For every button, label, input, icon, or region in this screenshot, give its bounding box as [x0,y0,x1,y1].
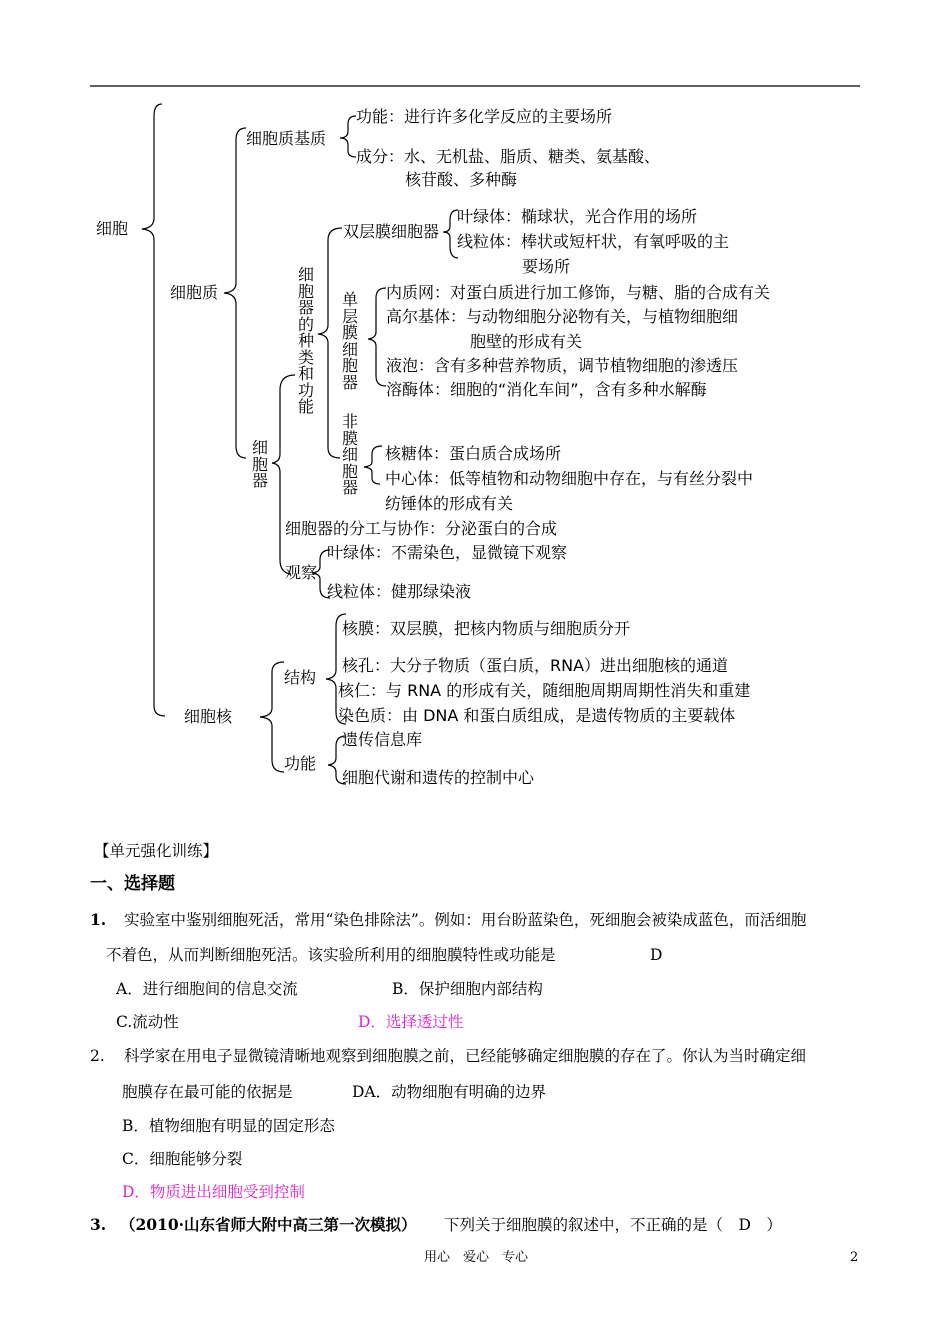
single-golgi-2: 胞壁的形成有关 [470,332,583,351]
non-title: 非膜细胞器 [341,412,358,497]
observe-chloroplast: 叶绿体：不需染色，显微镜下观察 [327,543,568,562]
nucleus-brace [260,662,284,772]
q1-option-c: C.流动性 [116,1013,179,1031]
organelle-brace [272,375,295,574]
matrix-composition-2: 核苷酸、多种酶 [405,170,518,189]
page-number: 2 [850,1250,859,1265]
q3-source: （2010·山东省师大附中高三第一次模拟） [120,1215,417,1234]
q2-option-b: B．植物细胞有明显的固定形态 [122,1117,335,1135]
nucleus-structure: 结构 [284,668,317,687]
nucleus-pore: 核孔：大分子物质（蛋白质，RNA）进出细胞核的通道 [342,656,729,675]
matrix-function: 功能：进行许多化学反应的主要场所 [356,107,613,126]
non-ribosome: 核糖体：蛋白质合成场所 [385,444,562,463]
matrix-brace [340,116,356,157]
non-centrosome-2: 纺锤体的形成有关 [385,494,514,513]
q2-stem-2: 胞膜存在最可能的依据是 [122,1083,293,1101]
q1-number: 1. [90,910,107,929]
q1-option-d: D．选择透过性 [358,1013,464,1031]
q1-option-a: A．进行细胞间的信息交流 [116,980,298,998]
double-brace [443,210,458,258]
nucleus-function: 功能 [284,754,317,773]
observe-title: 观察 [285,563,318,582]
choice-heading: 一、选择题 [90,874,175,894]
single-brace [368,288,386,386]
cytoplasm-brace [224,128,246,458]
organelle-label: 细胞器 [251,438,268,490]
footer-motto: 用心 爱心 专心 [424,1250,529,1265]
non-centrosome-1: 中心体：低等植物和动物细胞中存在，与有丝分裂中 [385,469,754,488]
root-brace [142,104,165,716]
section-title: 【单元强化训练】 [94,842,219,860]
non-brace [364,446,382,484]
nucleus-nucleolus: 核仁：与 RNA 的形成有关，随细胞周期周期性消失和重建 [338,681,751,700]
single-title: 单层膜细胞器 [341,290,358,392]
types-title: 细胞器的种类和功能 [297,265,314,416]
cooperation: 细胞器的分工与协作：分泌蛋白的合成 [285,519,558,538]
matrix-composition-1: 成分：水、无机盐、脂质、糖类、氨基酸、 [356,147,661,166]
nucleus-control: 细胞代谢和遗传的控制中心 [342,768,535,787]
double-title: 双层膜细胞器 [343,222,440,241]
matrix-title: 细胞质基质 [246,129,327,148]
q2-number: 2. [90,1047,105,1065]
observe-mito: 线粒体：健那绿染液 [327,582,472,601]
nucleus-envelope: 核膜：双层膜，把核内物质与细胞质分开 [342,619,631,638]
types-brace [318,228,342,458]
q2-stem-1: 科学家在用电子显微镜清晰地观察到细胞膜之前，已经能够确定细胞膜的存在了。你认为当时确定细 [124,1047,807,1065]
q3-stem: 下列关于细胞膜的叙述中，不正确的是（ D ） [444,1216,782,1234]
single-er: 内质网：对蛋白质进行加工修饰，与糖、脂的合成有关 [386,283,771,302]
q2-option-d: D．物质进出细胞受到控制 [122,1183,305,1201]
q2-option-a: DA．动物细胞有明确的边界 [352,1083,547,1101]
q3-number: 3. [90,1215,107,1234]
double-mito-2: 要场所 [522,257,571,276]
q2-option-c: C．细胞能够分裂 [122,1150,243,1168]
root-label: 细胞 [96,219,129,238]
single-golgi-1: 高尔基体：与动物细胞分泌物有关，与植物细胞细 [386,307,739,326]
q1-option-b: B．保护细胞内部结构 [392,980,543,998]
q1-stem-2: 不着色，从而判断细胞死活。该实验所利用的细胞膜特性或功能是 [106,946,556,964]
q1-answer: D [650,946,663,964]
q1-stem-1: 实验室中鉴别细胞死活，常用“染色排除法”。例如：用台盼蓝染色，死细胞会被染成蓝色，而活细胞 [124,911,807,929]
cytoplasm-label: 细胞质 [170,283,219,302]
double-chloroplast: 叶绿体：椭球状，光合作用的场所 [457,207,698,226]
single-lysosome: 溶酶体：细胞的“消化车间”，含有多种水解酶 [386,380,707,399]
double-mito-1: 线粒体：棒状或短杆状，有氧呼吸的主 [457,232,730,251]
nucleus-chromatin: 染色质：由 DNA 和蛋白质组成，是遗传物质的主要载体 [338,706,736,725]
nucleus-title: 细胞核 [184,707,233,726]
single-vacuole: 液泡：含有多种营养物质，调节植物细胞的渗透压 [386,356,739,375]
nucleus-info: 遗传信息库 [342,730,423,749]
